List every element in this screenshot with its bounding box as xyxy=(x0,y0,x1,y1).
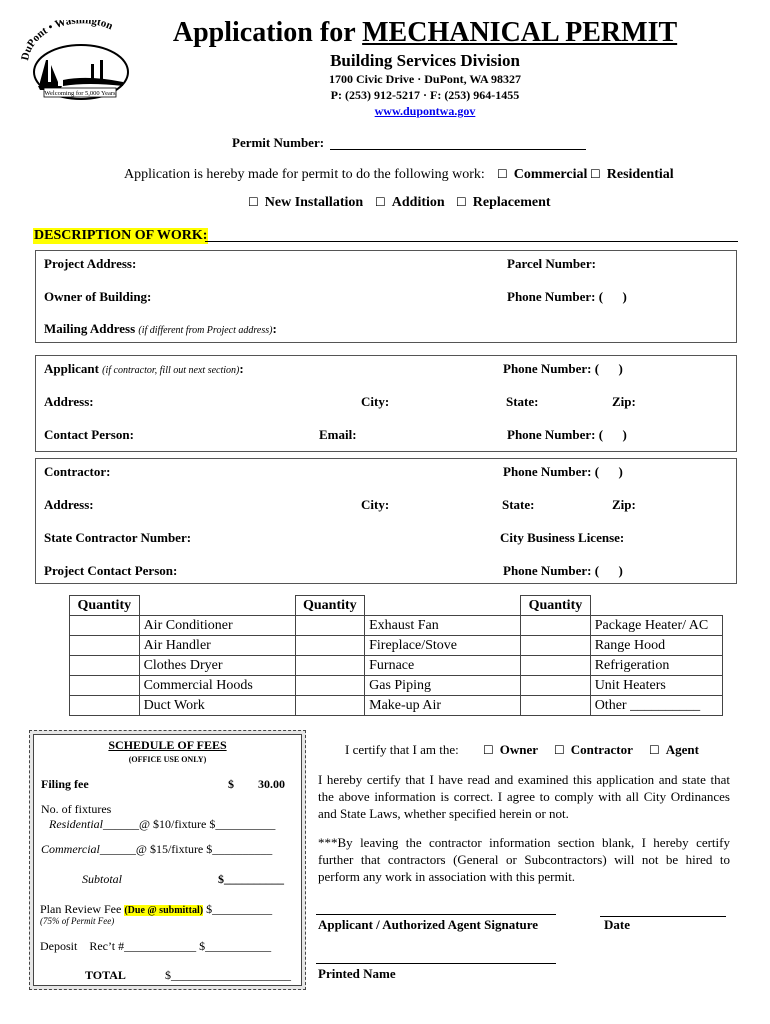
quantity-cell[interactable] xyxy=(70,676,140,696)
plan-review-label: Plan Review Fee xyxy=(40,902,125,916)
equipment-table xyxy=(69,595,723,716)
application-text: Application is hereby made for permit to do the following work: xyxy=(124,167,485,182)
contact-person-label: Contact Person: xyxy=(44,427,134,442)
table-row xyxy=(70,596,723,616)
checkbox-icon[interactable]: ☐ xyxy=(456,195,467,209)
permit-number-field[interactable] xyxy=(330,149,586,150)
replacement-label: Replacement xyxy=(472,195,551,210)
applicant-city-label: City: xyxy=(361,394,390,409)
new-installation-option[interactable] xyxy=(248,195,363,211)
quantity-cell[interactable] xyxy=(295,696,365,716)
equipment-item: Air Handler xyxy=(139,636,295,656)
commercial-fee-row xyxy=(41,842,272,857)
applicant-address-label: Address: xyxy=(44,394,94,409)
plan-review-row xyxy=(40,902,272,917)
contractor-option-label: Contractor xyxy=(570,742,633,757)
addition-option[interactable] xyxy=(375,195,445,211)
equipment-item: Fireplace/Stove xyxy=(365,636,521,656)
checkbox-icon[interactable]: ☐ xyxy=(375,195,386,209)
equipment-item: Other __________ xyxy=(590,696,722,716)
project-address-label: Project Address: xyxy=(44,256,137,271)
title-prefix: Application for xyxy=(172,17,363,48)
applicant-state-label: State: xyxy=(506,394,539,409)
applicant-email-label: Email: xyxy=(319,427,357,442)
total-label: TOTAL xyxy=(85,968,126,982)
signature-label: Applicant / Authorized Agent Signature xyxy=(318,917,539,932)
office-phone: P: (253) 912-5217 · F: (253) 964-1455 xyxy=(330,88,520,102)
table-row xyxy=(70,656,723,676)
page-title xyxy=(0,17,770,49)
equipment-item: Package Heater/ AC xyxy=(590,616,722,636)
quantity-cell[interactable] xyxy=(70,696,140,716)
subtotal-value[interactable]: $__________ xyxy=(218,872,284,886)
logo-banner-text: Welcoming for 5,000 Years xyxy=(44,90,116,97)
fixtures-label: No. of fixtures xyxy=(41,802,112,816)
description-of-work-field[interactable] xyxy=(205,241,738,242)
plan-review-note: (75% of Permit Fee) xyxy=(40,916,115,926)
signature-line[interactable] xyxy=(316,914,556,915)
replacement-option[interactable] xyxy=(456,195,551,211)
deposit-row[interactable]: Deposit Rec’t #____________ $___________ xyxy=(40,939,272,953)
printed-name-label: Printed Name xyxy=(318,966,396,981)
agent-option-label: Agent xyxy=(665,742,699,757)
city-business-license-label: City Business License: xyxy=(500,530,625,545)
applicant-colon: : xyxy=(239,361,244,376)
checkbox-icon[interactable]: ☐ xyxy=(649,743,660,757)
quantity-cell[interactable] xyxy=(521,676,591,696)
owner-phone-label: Phone Number: ( ) xyxy=(507,289,627,304)
checkbox-icon[interactable]: ☐ xyxy=(554,743,565,757)
checkbox-icon[interactable]: ☐ xyxy=(483,743,494,757)
logo-arc-text: DuPont • Washington xyxy=(19,20,115,62)
new-installation-label: New Installation xyxy=(264,195,364,210)
quantity-header: Quantity xyxy=(70,596,140,616)
applicant-phone2-label: Phone Number: ( ) xyxy=(507,427,627,442)
date-label: Date xyxy=(604,917,630,932)
plan-review-value[interactable]: $__________ xyxy=(203,902,273,916)
residential-fee-row xyxy=(49,817,275,832)
applicant-label: Applicant xyxy=(44,361,99,376)
equipment-item: Refrigeration xyxy=(590,656,722,676)
quantity-cell[interactable] xyxy=(521,616,591,636)
certify-label: I certify that I am the: xyxy=(345,742,459,757)
table-row xyxy=(70,616,723,636)
quantity-cell[interactable] xyxy=(70,656,140,676)
title-main: MECHANICAL PERMIT xyxy=(362,17,678,48)
contractor-city-label: City: xyxy=(361,497,390,512)
agent-option[interactable] xyxy=(649,742,699,758)
quantity-cell[interactable] xyxy=(295,656,365,676)
contractor-phone-label: Phone Number: ( ) xyxy=(503,464,623,479)
filing-fee-label: Filing fee xyxy=(41,777,89,791)
mailing-note: (if different from Project address) xyxy=(138,325,273,336)
applicant-phone-label: Phone Number: ( ) xyxy=(503,361,623,376)
mailing-colon: : xyxy=(272,321,277,336)
total-value[interactable]: $____________________ xyxy=(165,968,291,982)
quantity-header: Quantity xyxy=(295,596,365,616)
fees-subtitle: (OFFICE USE ONLY) xyxy=(128,755,207,764)
equipment-item: Exhaust Fan xyxy=(365,616,521,636)
equipment-item: Gas Piping xyxy=(365,676,521,696)
office-address: 1700 Civic Drive · DuPont, WA 98327 xyxy=(328,72,522,86)
table-row xyxy=(70,636,723,656)
equipment-item: Air Conditioner xyxy=(139,616,295,636)
contractor-option[interactable] xyxy=(554,742,633,758)
subtotal-label: Subtotal xyxy=(82,872,123,886)
owner-option-label: Owner xyxy=(499,742,539,757)
quantity-cell[interactable] xyxy=(70,616,140,636)
quantity-cell[interactable] xyxy=(70,636,140,656)
printed-name-line[interactable] xyxy=(316,963,556,964)
parcel-number-label: Parcel Number: xyxy=(507,256,596,271)
equipment-item: Commercial Hoods xyxy=(139,676,295,696)
residential-fee-rate[interactable]: ______@ $10/fixture $__________ xyxy=(103,817,276,831)
contractor-zip-label: Zip: xyxy=(612,497,636,512)
equipment-item: Range Hood xyxy=(590,636,722,656)
table-row xyxy=(70,676,723,696)
equipment-item: Duct Work xyxy=(139,696,295,716)
equipment-item: Unit Heaters xyxy=(590,676,722,696)
residential-option[interactable] xyxy=(590,167,674,183)
permit-number-label: Permit Number: xyxy=(232,135,325,150)
contractor-note: ***By leaving the contractor information section blank, I hereby certify further that contractors (General or Subcontractors) will not be hired to perform any work in association with this permit. xyxy=(318,835,730,884)
commercial-fee-rate[interactable]: ______@ $15/fixture $__________ xyxy=(99,842,273,856)
equipment-item: Furnace xyxy=(365,656,521,676)
contractor-phone2-label: Phone Number: ( ) xyxy=(503,563,623,578)
mailing-label: Mailing Address xyxy=(44,321,136,336)
quantity-cell[interactable] xyxy=(295,676,365,696)
applicant-zip-label: Zip: xyxy=(612,394,636,409)
owner-option[interactable] xyxy=(483,742,538,758)
equipment-item: Clothes Dryer xyxy=(139,656,295,676)
checkbox-icon[interactable]: ☐ xyxy=(590,167,601,181)
description-of-work-label: DESCRIPTION OF WORK: xyxy=(34,228,208,243)
state-contractor-number-label: State Contractor Number: xyxy=(44,530,192,545)
commercial-option[interactable] xyxy=(497,167,587,183)
commercial-fee-label: Commercial xyxy=(41,842,100,856)
contractor-address-label: Address: xyxy=(44,497,94,512)
certification-statement: I hereby certify that I have read and examined this application and state that the above information is correct. I agree to comply with all City Ordinances and State Laws, whether specified herein or not. xyxy=(318,772,730,821)
addition-label: Addition xyxy=(391,195,445,210)
quantity-cell[interactable] xyxy=(521,656,591,676)
equipment-item: Make-up Air xyxy=(365,696,521,716)
contractor-label: Contractor: xyxy=(44,464,111,479)
applicant-note: (if contractor, fill out next section) xyxy=(102,365,240,376)
quantity-cell[interactable] xyxy=(295,616,365,636)
quantity-cell[interactable] xyxy=(521,636,591,656)
commercial-label: Commercial xyxy=(513,167,588,182)
applicant-label-row xyxy=(44,361,244,377)
website-link[interactable]: www.dupontwa.gov xyxy=(374,104,476,118)
contractor-state-label: State: xyxy=(502,497,535,512)
division-name: Building Services Division xyxy=(330,51,520,70)
fees-title: SCHEDULE OF FEES xyxy=(108,738,227,752)
filing-fee-amount: 30.00 xyxy=(258,777,285,791)
quantity-cell[interactable] xyxy=(521,696,591,716)
quantity-cell[interactable] xyxy=(295,636,365,656)
mailing-address-label xyxy=(44,321,277,337)
due-at-submittal: (Due @ submittal) xyxy=(124,905,204,916)
owner-label: Owner of Building: xyxy=(44,289,152,304)
residential-label: Residential xyxy=(606,167,674,182)
project-contact-label: Project Contact Person: xyxy=(44,563,178,578)
residential-fee-label: Residential xyxy=(49,817,103,831)
quantity-header: Quantity xyxy=(521,596,591,616)
filing-fee-dollar: $ xyxy=(228,777,234,791)
checkbox-icon[interactable]: ☐ xyxy=(497,167,508,181)
table-row xyxy=(70,696,723,716)
checkbox-icon[interactable]: ☐ xyxy=(248,195,259,209)
